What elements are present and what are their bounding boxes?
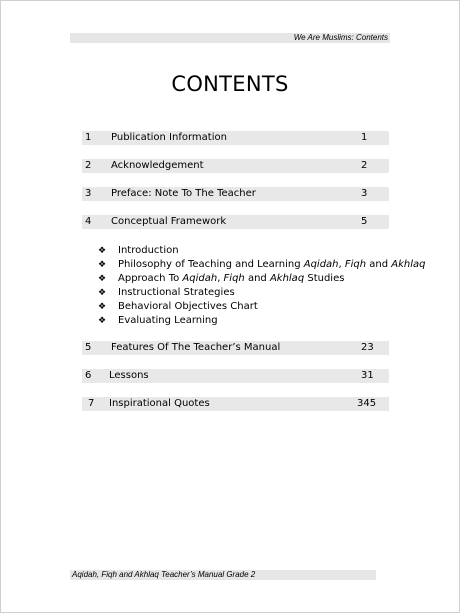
toc-number: 6 [85,370,92,381]
subitem-label: Approach To [118,273,183,284]
subitem-label: Philosophy of Teaching and Learning [118,259,304,270]
subitem-philosophy[interactable] [98,258,426,272]
bullet-icon: ❖ [98,302,107,312]
toc-label: Features Of The Teacher’s Manual [111,342,281,353]
toc-page: 1 [361,132,368,143]
toc-row-2[interactable] [82,159,389,173]
bullet-icon: ❖ [98,316,107,326]
subitem-approach[interactable] [98,272,344,286]
term-akhlaq: Akhlaq [269,273,305,284]
toc-row-7[interactable] [82,397,389,411]
toc-page: 31 [361,370,374,381]
subitem-suffix: Studies [304,273,345,284]
toc-row-5[interactable] [82,341,389,355]
toc-number: 5 [85,342,92,353]
running-header: We Are Muslims: Contents [293,33,388,42]
running-footer: Aqidah, Fiqh and Akhlaq Teacher’s Manual Grade 2 [72,570,256,579]
toc-page: 23 [361,342,374,353]
term-akhlaq: Akhlaq [391,259,426,270]
bullet-icon: ❖ [98,288,107,298]
subitem-label: Behavioral Objectives Chart [118,301,258,312]
toc-row-6[interactable] [82,369,389,383]
toc-row-4[interactable] [82,215,389,229]
separator: and [366,259,392,270]
bullet-icon: ❖ [98,246,107,256]
subitem-introduction[interactable] [98,244,179,258]
term-fiqh: Fiqh [223,273,245,284]
toc-label: Lessons [109,370,149,381]
toc-label: Preface: Note To The Teacher [111,188,256,199]
subitem-instructional[interactable] [98,286,235,300]
toc-label: Publication Information [111,132,227,143]
term-aqidah: Aqidah [182,273,218,284]
subitem-label: Introduction [118,245,179,256]
separator: and [244,273,270,284]
toc-number: 3 [85,188,92,199]
bullet-icon: ❖ [98,274,107,284]
toc-page: 2 [361,160,368,171]
toc-number: 4 [85,216,92,227]
subitem-label: Evaluating Learning [118,315,218,326]
term-aqidah: Aqidah [303,259,339,270]
toc-number: 7 [88,398,95,409]
toc-label: Inspirational Quotes [109,398,210,409]
term-fiqh: Fiqh [344,259,367,270]
toc-row-3[interactable] [82,187,389,201]
subitem-label: Instructional Strategies [118,287,235,298]
page-title: CONTENTS [171,72,289,96]
toc-number: 1 [85,132,92,143]
subitem-evaluating[interactable] [98,314,218,328]
toc-page: 345 [357,398,377,409]
toc-number: 2 [85,160,92,171]
toc-row-1[interactable] [82,131,389,145]
toc-page: 3 [361,188,368,199]
separator: , [338,259,345,270]
toc-label: Acknowledgement [111,160,204,171]
subitem-behavioral[interactable] [98,300,258,314]
separator: , [217,273,224,284]
toc-label: Conceptual Framework [111,216,227,227]
bullet-icon: ❖ [98,260,107,270]
toc-page: 5 [361,216,368,227]
